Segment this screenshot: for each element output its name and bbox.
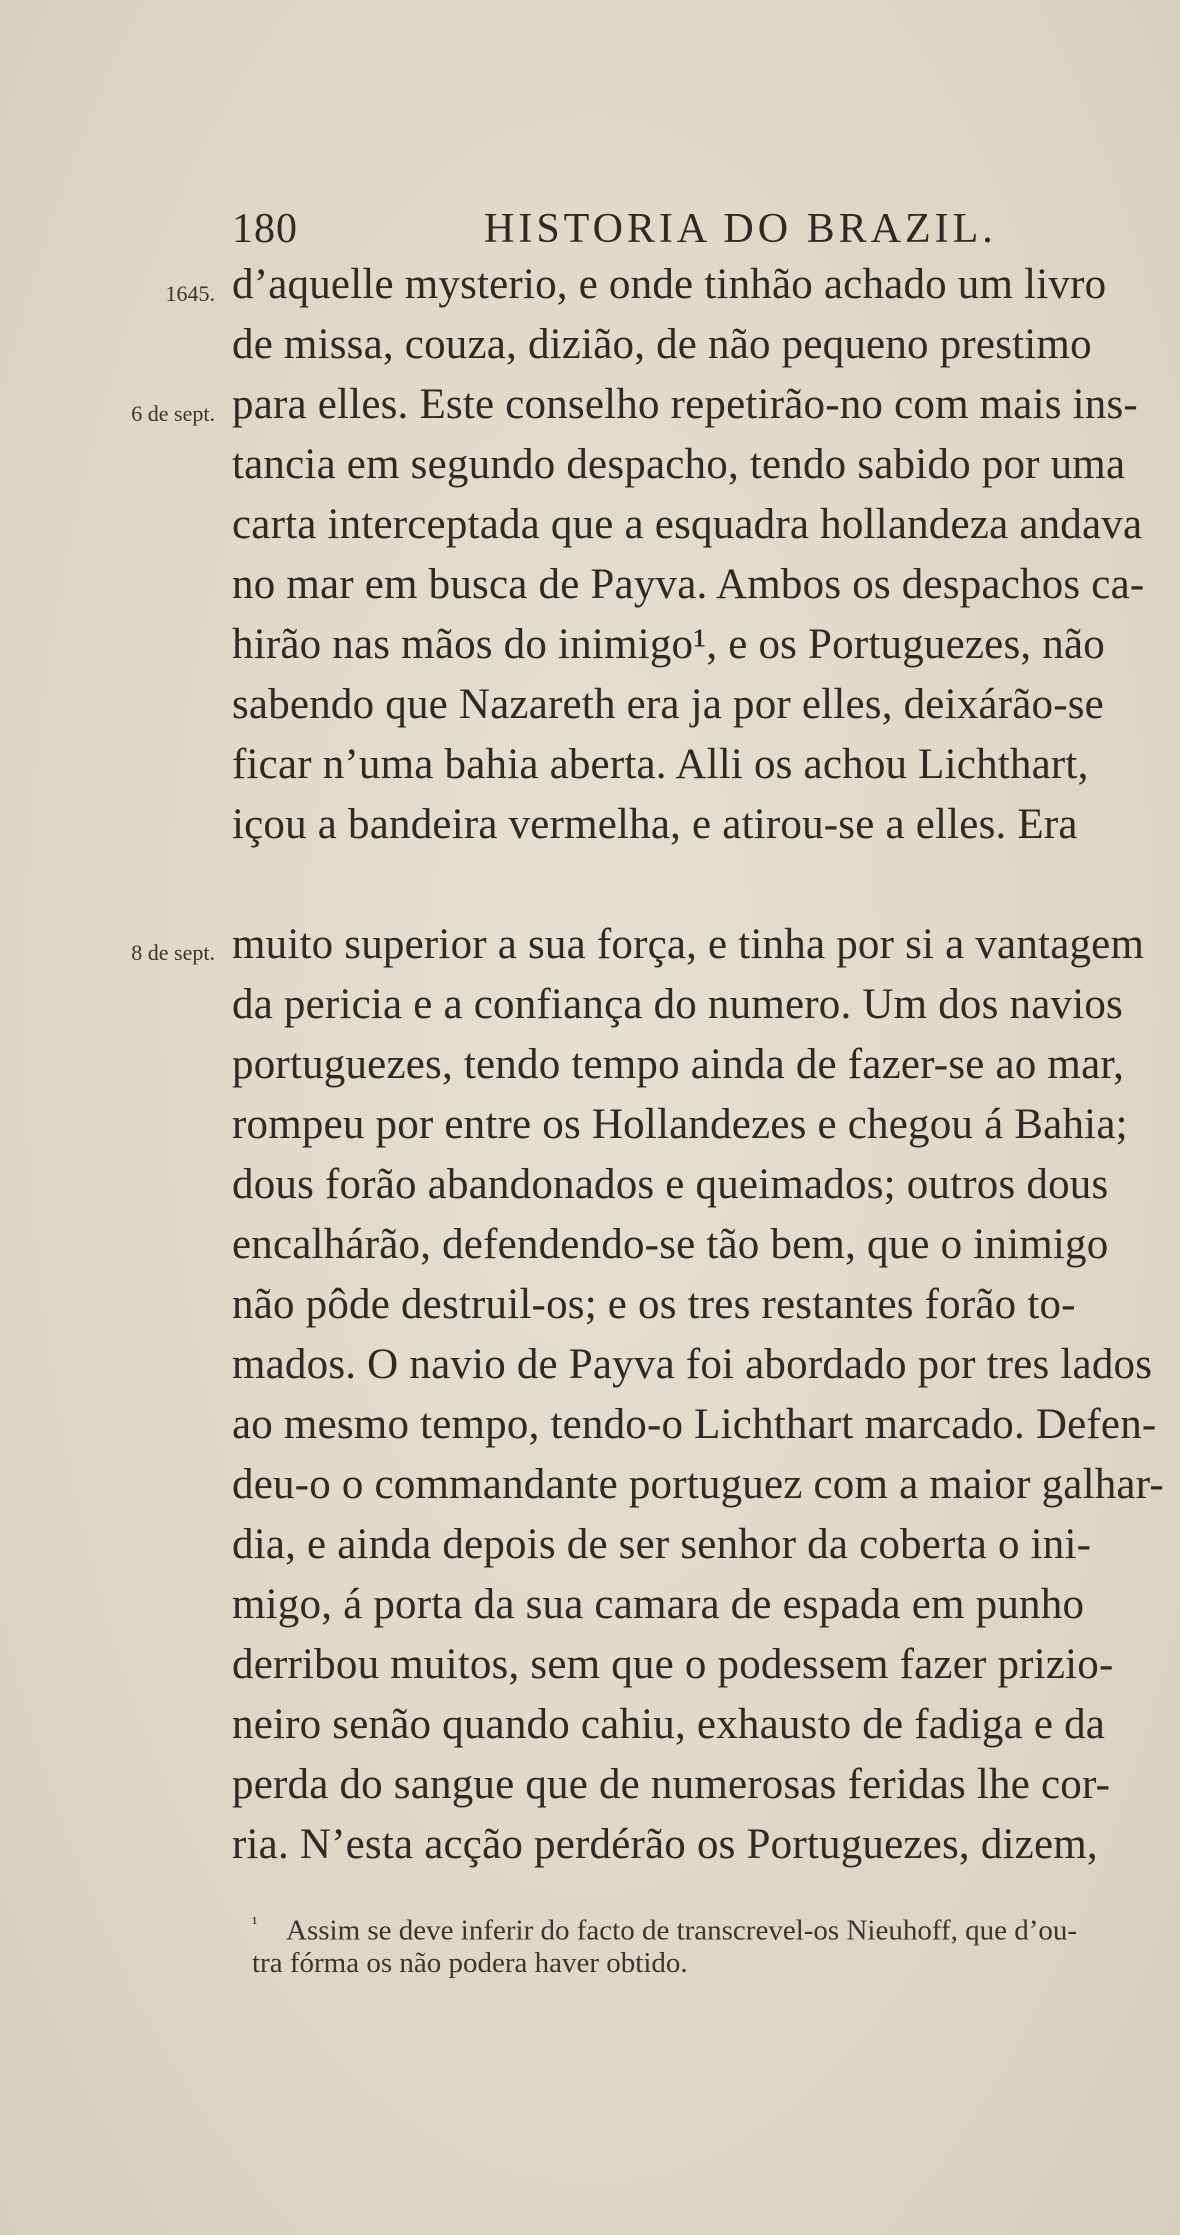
margin-date-8-sept: 8 de sept. <box>131 940 215 965</box>
text-line: d’aquelle mysterio, e onde tinhão achado um livro <box>232 261 1107 308</box>
text-line: encalhárão, defendendo-se tão bem, que o inimigo <box>232 1221 1109 1268</box>
footnote-line: Assim se deve inferir do facto de transcrevel-os Nieuhoff, que d’ou- <box>286 1914 1078 1947</box>
text-line: tancia em segundo despacho, tendo sabido por uma <box>232 441 1126 488</box>
footnote-line: tra fórma os não podera haver obtido. <box>252 1947 688 1979</box>
text-line: ficar n’uma bahia aberta. Alli os achou Lichthart, <box>232 741 1089 788</box>
text-line: ria. N’esta acção perdérão os Portuguezes, dizem, <box>232 1821 1098 1868</box>
text-line: neiro senão quando cahiu, exhausto de fadiga e da <box>232 1701 1106 1748</box>
margin-date-6-sept: 6 de sept. <box>131 401 215 426</box>
text-line: sabendo que Nazareth era ja por elles, deixárão-se <box>232 681 1104 728</box>
text-line: derribou muitos, sem que o podessem fazer prizio- <box>232 1641 1114 1688</box>
running-title: HISTORIA DO BRAZIL. <box>484 206 997 252</box>
text-line: para elles. Este conselho repetirão-no com mais ins- <box>232 381 1138 428</box>
text-line: de missa, couza, dizião, de não pequeno prestimo <box>232 321 1092 368</box>
text-line: muito superior a sua força, e tinha por si a vantagem <box>232 921 1145 968</box>
text-line: da pericia e a confiança do numero. Um dos navios <box>232 981 1123 1028</box>
footnote-marker: ¹ <box>252 1913 258 1933</box>
text-line: migo, á porta da sua camara de espada em punho <box>232 1581 1085 1628</box>
text-line: perda do sangue que de numerosas feridas lhe cor- <box>232 1761 1111 1808</box>
text-line: carta interceptada que a esquadra hollandeza andava <box>232 501 1143 548</box>
text-line: portuguezes, tendo tempo ainda de fazer-se ao mar, <box>232 1041 1125 1088</box>
text-line: hirão nas mãos do inimigo¹, e os Portuguezes, não <box>232 621 1105 668</box>
text-line: mados. O navio de Payva foi abordado por tres lados <box>232 1341 1153 1388</box>
text-line: deu-o o commandante portuguez com a maior galhar- <box>232 1461 1164 1508</box>
text-line: não pôde destruil-os; e os tres restantes forão to- <box>232 1281 1076 1328</box>
text-line: içou a bandeira vermelha, e atirou-se a elles. Era <box>232 801 1078 848</box>
text-line: dia, e ainda depois de ser senhor da coberta o ini- <box>232 1521 1092 1568</box>
text-line: rompeu por entre os Hollandezes e chegou á Bahia; <box>232 1101 1128 1148</box>
text-line: no mar em busca de Payva. Ambos os despachos ca- <box>232 561 1145 608</box>
page-number: 180 <box>232 206 298 252</box>
margin-year: 1645. <box>165 281 215 306</box>
text-line: dous forão abandonados e queimados; outros dous <box>232 1161 1109 1208</box>
text-line: ao mesmo tempo, tendo-o Lichthart marcado. Defen- <box>232 1401 1157 1448</box>
